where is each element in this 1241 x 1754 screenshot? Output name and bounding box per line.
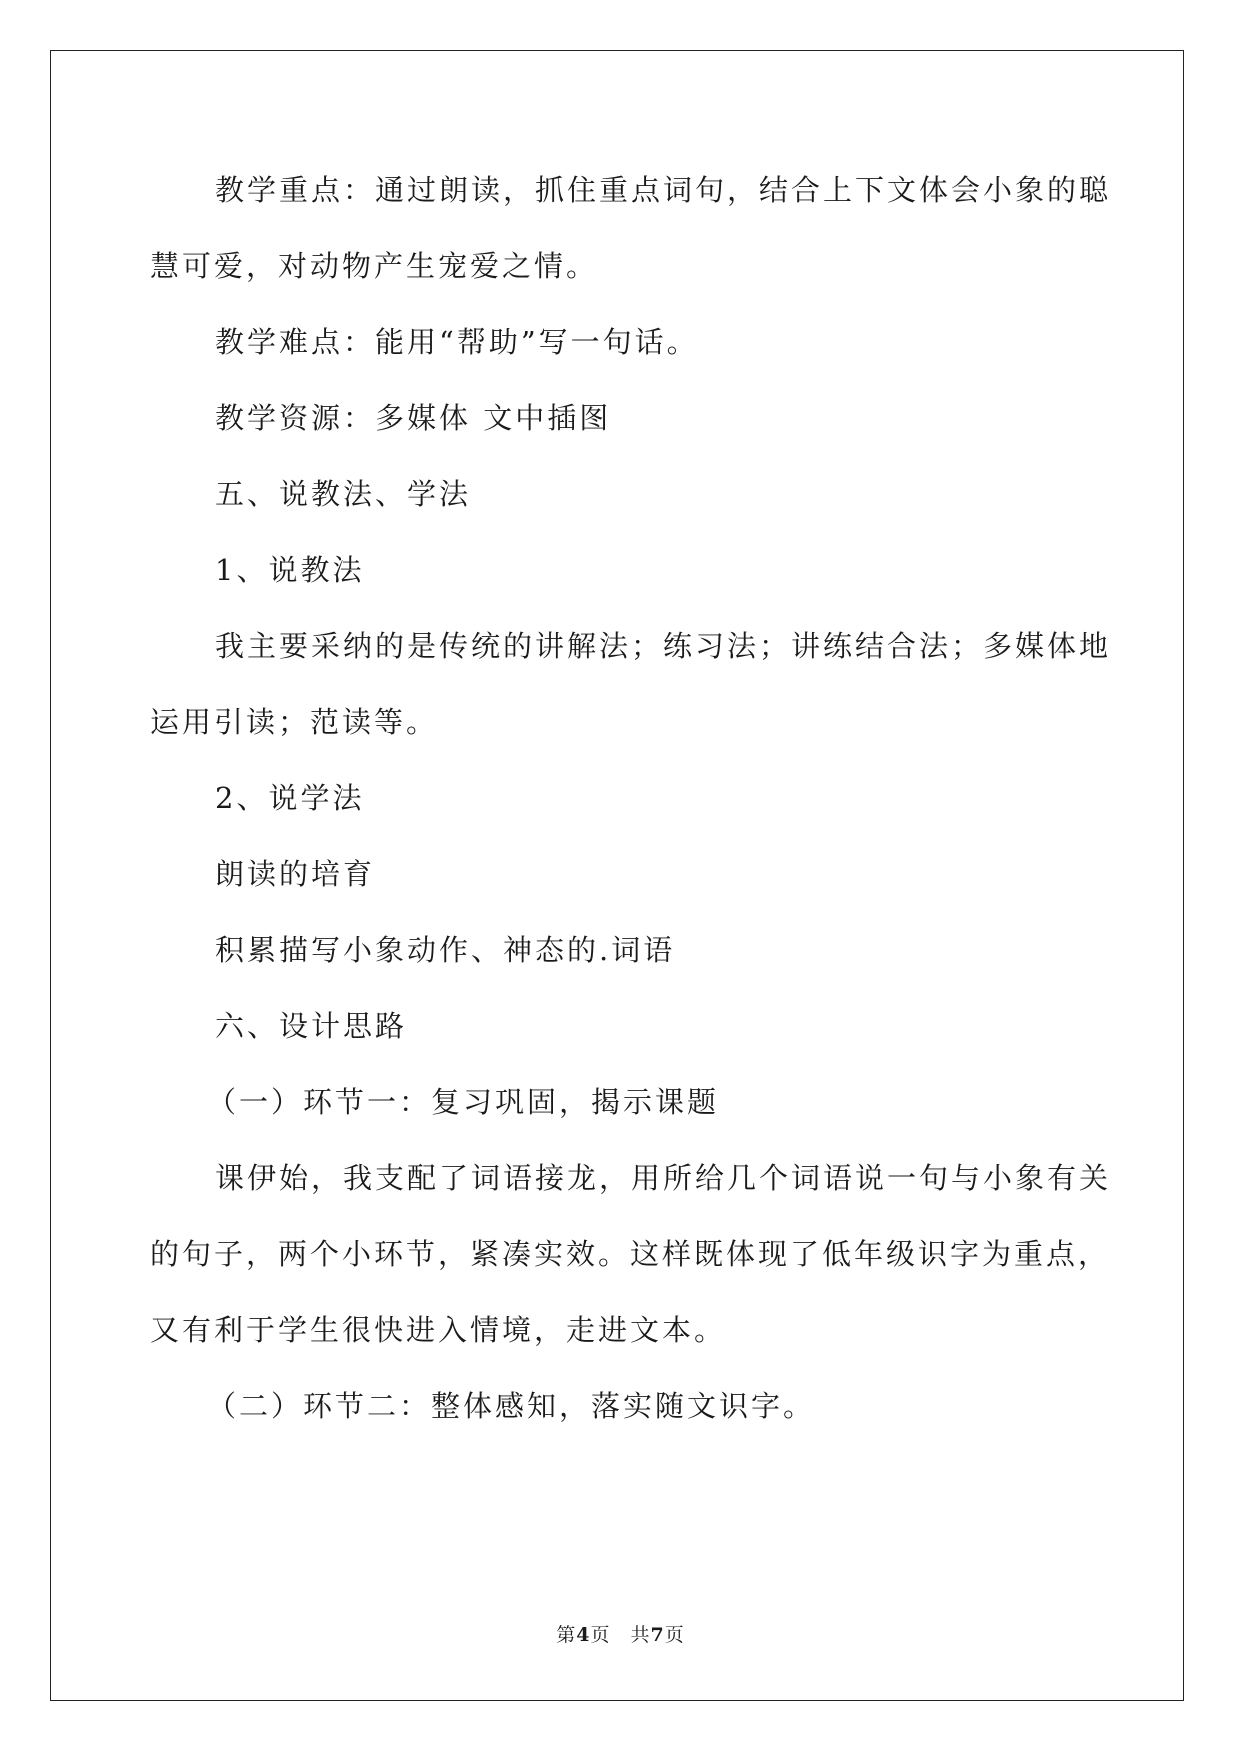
heading-stage-one: （一）环节一：复习巩固，揭示课题	[207, 1085, 720, 1119]
footer-page-number: 4	[576, 1624, 591, 1646]
paragraph-teaching-method: 我主要采纳的是传统的讲解法；练习法；讲练结合法；多媒体地	[215, 629, 1112, 663]
paragraph-stage-one: 课伊始，我支配了词语接龙，用所给几个词语说一句与小象有关	[215, 1161, 1112, 1195]
paragraph-teaching-focus-cont: 慧可爱，对动物产生宠爱之情。	[150, 249, 599, 283]
heading-section-five: 五、说教法、学法	[215, 477, 472, 511]
paragraph-teaching-difficulty: 教学难点：能用“帮助”写一句话。	[215, 325, 699, 359]
heading-section-six: 六、设计思路	[215, 1009, 408, 1043]
paragraph-stage-one-cont: 的句子，两个小环节，紧凑实效。这样既体现了低年级识字为重点，	[150, 1237, 1111, 1271]
page-footer	[0, 1620, 1241, 1647]
paragraph-teaching-method-cont: 运用引读；范读等。	[150, 705, 439, 739]
paragraph-teaching-focus: 教学重点：通过朗读，抓住重点词句，结合上下文体会小象的聪	[215, 173, 1112, 207]
footer-mid: 页 共	[590, 1624, 651, 1646]
paragraph-stage-one-end: 又有利于学生很快进入情境，走进文本。	[150, 1313, 727, 1347]
heading-teaching-method: 1、说教法	[215, 553, 365, 587]
paragraph-vocabulary: 积累描写小象动作、神态的.词语	[215, 933, 676, 967]
paragraph-teaching-resources: 教学资源：多媒体 文中插图	[215, 401, 612, 435]
paragraph-reading-training: 朗读的培育	[215, 857, 376, 891]
footer-prefix: 第	[556, 1624, 577, 1646]
heading-learning-method: 2、说学法	[215, 781, 365, 815]
heading-stage-two: （二）环节二：整体感知，落实随文识字。	[207, 1389, 816, 1423]
footer-suffix: 页	[664, 1624, 685, 1646]
footer-total-pages: 7	[650, 1624, 665, 1646]
